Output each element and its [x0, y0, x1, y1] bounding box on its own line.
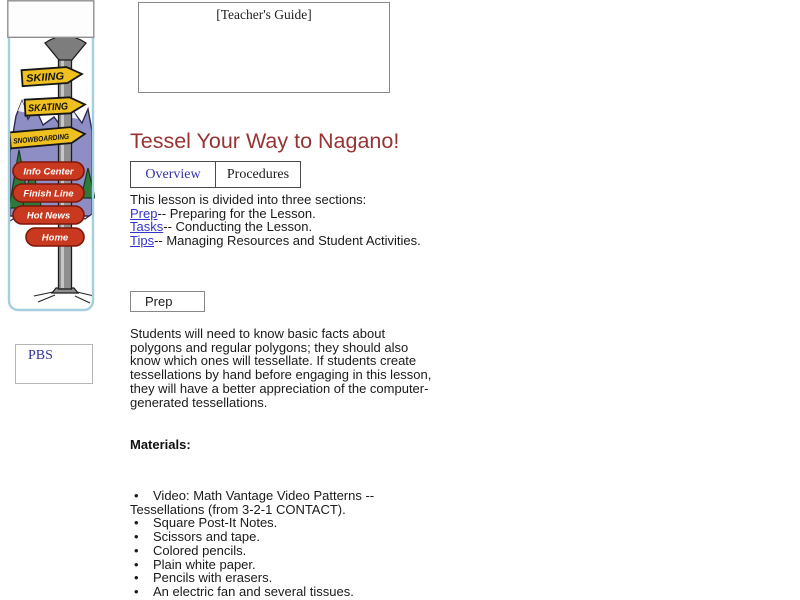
hot-news-button[interactable]: [13, 206, 84, 224]
paragraph-line: Students will need to know basic facts about: [130, 326, 386, 341]
paragraph-line: generated tessellations.: [130, 394, 268, 410]
list-item: [130, 585, 444, 599]
hot-news-label: Hot News: [26, 210, 71, 222]
list-item-text: Pencils with erasers.: [153, 570, 273, 586]
list-item-text: An electric fan and several tissues.: [153, 583, 354, 599]
main-content: [130, 0, 465, 600]
tab-procedures-label: Procedures: [226, 167, 290, 182]
list-item-text: Plain white paper.: [153, 556, 256, 572]
tab-overview[interactable]: [130, 161, 216, 188]
list-item-text: Colored pencils.: [153, 542, 247, 558]
skating-sign-label: SKATING: [27, 101, 73, 115]
info-center-button[interactable]: [13, 162, 84, 180]
list-item: [130, 544, 444, 558]
prep-section-label: Prep: [145, 294, 173, 309]
list-item-text: Square Post-It Notes.: [153, 515, 278, 531]
list-item: [130, 571, 444, 585]
pbs-link-box[interactable]: [15, 344, 93, 384]
page-title: Tessel Your Way to Nagano!: [130, 129, 400, 153]
lesson-sections: [130, 193, 421, 248]
list-item: [130, 530, 444, 544]
prep-link[interactable]: Prep: [130, 205, 158, 221]
materials-list: [130, 489, 444, 599]
finish-line-button[interactable]: [13, 184, 84, 202]
paragraph-line: know which ones will tessellate. If students create: [130, 353, 417, 369]
section-line-tasks: [130, 220, 421, 234]
list-item-text: Video: Math Vantage Video Patterns -- Tessellations (from 3-2-1 CONTACT).: [130, 488, 375, 517]
prep-paragraph: [130, 327, 431, 409]
home-label: Home: [41, 232, 69, 244]
prep-desc: -- Preparing for the Lesson.: [157, 205, 316, 221]
teachers-guide-alt-text: [Teacher's Guide]: [216, 7, 312, 22]
paragraph-line: polygons and regular polygons; they should also: [130, 339, 409, 355]
list-item-text: Scissors and tape.: [153, 529, 260, 545]
home-button[interactable]: [26, 228, 84, 246]
paragraph-line: they will have a better appreciation of the computer-: [130, 380, 429, 396]
tips-desc: -- Managing Resources and Student Activities.: [154, 233, 421, 249]
bullet-icon: •: [134, 542, 139, 558]
tasks-desc: -- Conducting the Lesson.: [163, 219, 313, 235]
tips-link[interactable]: Tips: [130, 233, 155, 249]
prep-section-box: [130, 291, 205, 312]
list-item: [130, 516, 444, 530]
list-item: [130, 489, 444, 516]
blank-sign: [8, 1, 94, 38]
tab-procedures[interactable]: [215, 161, 301, 188]
signpost-graphic: [7, 0, 95, 315]
bullet-icon: •: [134, 583, 139, 599]
paragraph-line: tessellations by hand before engaging in this lesson,: [130, 367, 432, 383]
tasks-link[interactable]: Tasks: [130, 219, 164, 235]
section-line-tips: [130, 234, 421, 248]
bullet-icon: •: [134, 488, 139, 503]
bullet-icon: •: [134, 570, 139, 586]
pbs-link[interactable]: PBS: [28, 348, 53, 363]
bullet-icon: •: [134, 556, 139, 572]
snowboarding-sign-label: SNOWBOARDING: [12, 131, 78, 146]
sections-intro: This lesson is divided into three sections:: [130, 192, 367, 207]
info-center-label: Info Center: [23, 166, 74, 178]
bullet-icon: •: [134, 515, 139, 531]
skiing-sign-label: SKIING: [25, 70, 63, 85]
materials-heading: Materials:: [130, 437, 191, 452]
section-line-prep: [130, 207, 421, 221]
tab-overview-label: Overview: [145, 167, 201, 182]
teachers-guide-image: [138, 2, 390, 93]
finish-line-label: Finish Line: [23, 188, 74, 200]
tab-bar: [130, 161, 301, 188]
bullet-icon: •: [134, 529, 139, 545]
list-item: [130, 558, 444, 572]
